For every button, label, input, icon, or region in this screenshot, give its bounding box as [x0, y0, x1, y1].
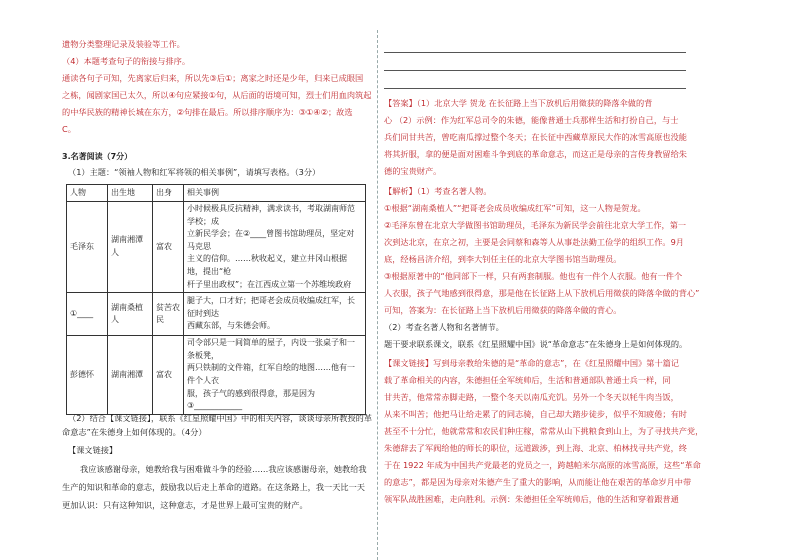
analysis-line: 【课文链接】写到母亲教给朱德的是“革命的意志”，在《红星照耀中国》第十篇记 — [384, 358, 680, 368]
link-line: 生产的知识和革命的意志，鼓励我以后走上革命的道路。在这条路上，我一天比一天 — [62, 482, 365, 492]
analysis-line: 次到达北京，在京之初，主要是会同蔡和森等人从事赴法勤工俭学的组织工作。9月 — [384, 237, 684, 247]
analysis-line: （2）考查名著人物和名著情节。 — [384, 322, 504, 332]
event-line: 立新民学会；在②____曾图书馆助理员，坚定对马克思 — [187, 229, 355, 251]
text-line: 之栋，闻剧家国已太久，所以④句应紧接①句，从后面的语境可知，烈士们用血肉筑起 — [62, 90, 372, 100]
analysis-line: 的意志”，都是因为母亲对朱德产生了重大的影响，从而能让他在艰苦的革命岁月中带 — [384, 477, 692, 487]
answer-blank-line — [384, 52, 686, 53]
answer-line: 将其折服，拿的便是面对困难斗争到底的革命意志，而这正是母亲的言传身教留给朱 — [384, 149, 687, 159]
text-line: （4）本题考查句子的衔接与排序。 — [62, 56, 191, 66]
link-line: 更加认识：只有这种知识，这种意志，才是世界上最可宝贵的财产。 — [62, 500, 308, 510]
cell-origin: 贫苦农民 — [153, 293, 184, 336]
question-1: （1）主题：“领袖人物和红军将领的相关事例”，请填写表格。（3分） — [68, 167, 321, 177]
event-line: 两只铁制的文件箱，红军自绘的地图……他有一件个人衣 — [187, 363, 355, 385]
analysis-line: 领军队战胜困难，走向胜利。示例：朱德担任全军统帅后，他的生活和穿着跟普通 — [384, 494, 679, 504]
events-table — [66, 184, 366, 415]
answer-blank-line — [384, 88, 686, 89]
question-2-line: （2）结合【课文链接】，联系《红星照耀中国》中的相关内容，谈谈母亲所教授的革 — [68, 413, 373, 423]
analysis-line: 于在 1922 年成为中国共产党最老的党员之一，跨越帕米尔高原的冰雪高原，这些“革命 — [384, 460, 701, 470]
analysis-line: ①根据“湖南桑植人”“把哥老会成员收编成红军”可知，这一人物是贺龙。 — [384, 203, 646, 213]
analysis-line: ②毛泽东曾在北京大学做图书馆助理员，毛泽东为新民学会前往北京大学工作，第一 — [384, 220, 687, 230]
analysis-line: 题干要求联系课文，联系《红星照耀中国》说“革命意志”在朱德身上是如何体现的。 — [384, 339, 688, 349]
analysis-line: 载了革命相关的内容，朱德担任全军统帅后，生活和普通部队普通士兵一样，同 — [384, 375, 671, 385]
event-line: 杆子里出政权”；在江西成立第一个苏维埃政府 — [187, 279, 352, 289]
answer-line: 心 （2）示例：作为红军总司令的朱德，能像普通士兵那样生活和打扮自己，与士 — [384, 115, 679, 125]
event-line: ③____________ — [187, 401, 243, 411]
text-line: 的中华民族的精神长城在东方，②句排在最后。所以排序顺序为：③①④②；故选 — [62, 107, 353, 117]
table-header-row — [67, 185, 366, 202]
analysis-line: 可知，答案为：在长征路上当下放机后用徵获的降落伞做的背心。 — [384, 305, 622, 315]
question-2-line: 命意志”在朱德身上如何体现的。（4分） — [62, 427, 207, 437]
answer-line: 兵们同甘共苦，曾吃南瓜撑过整个冬天；在长征中西藏草原民大作的冰雪高原也没能 — [384, 132, 687, 142]
cell-events — [184, 202, 366, 293]
text-line: C。 — [62, 124, 76, 134]
cell-events — [184, 336, 366, 415]
event-line: 西藏东部，与朱德会师。 — [187, 321, 275, 331]
text-line: 通读各句子可知，先离家后归来，所以先③后①；离家之时还是少年，归来已成眼国 — [62, 73, 364, 83]
cell-origin: 富农 — [153, 336, 184, 415]
left-column — [62, 0, 372, 560]
table-header-cell: 相关事例 — [184, 185, 366, 202]
answer-line: 【答案】（1）北京大学 贺龙 在长征路上当下放机后用徵获的降落伞做的背 — [384, 98, 653, 108]
answer-blank-line — [384, 70, 686, 71]
event-line: 司令部只是一间简单的屋子，内设一张桌子和一条板凳， — [187, 338, 355, 360]
text-line: 遗物分类整理记录及装验等工作。 — [62, 39, 185, 49]
analysis-line: 人衣服，孩子气地感到很得意，那是他在长征路上从下放机后用徵获的降落伞做的背心” — [384, 288, 700, 298]
section-title: 3.名著阅读（7分） — [62, 152, 133, 161]
cell-birthplace: 湖南湘潭人 — [108, 202, 153, 293]
column-divider — [377, 30, 378, 560]
analysis-line: 朱德辞去了军阀给他的师长的职位，远道跋涉，到上海、北京、柏林找寻共产党，终 — [384, 443, 687, 453]
link-line: 我应该感谢母亲，她教给我与困难做斗争的经验……我应该感谢母亲，她教给我 — [80, 464, 367, 474]
analysis-line: 底，经杨昌济介绍，到李大钊任主任的北京大学图书馆当助理员。 — [384, 254, 622, 264]
cell-birthplace: 湖南湘潭 — [108, 336, 153, 415]
event-line: 服，孩子气的感到很得意，那是因为 — [187, 388, 315, 398]
cell-events — [184, 293, 366, 336]
event-line: 腿子大，口才好；把哥老会成员收编成红军，长征时到达 — [187, 296, 355, 318]
table-row — [67, 336, 366, 415]
analysis-line: 【解析】（1）考查名著人物。 — [384, 186, 492, 196]
cell-person: 毛泽东 — [67, 202, 108, 293]
analysis-line: 甘共苦，他常常赤脚走路，一整个冬天以南瓜充饥。另外一个冬天以牦牛肉当饭， — [384, 392, 679, 402]
cell-person: ①____ — [67, 293, 108, 336]
answer-line: 德的宝贵财产。 — [384, 166, 442, 176]
table-header-cell: 出生地 — [108, 185, 153, 202]
link-label: 【课文链接】 — [68, 445, 118, 455]
table-header-cell: 人物 — [67, 185, 108, 202]
analysis-line: 甚至不十分忙，他就常常和农民们种庄稼，常常从山下挑粮食到山上，为了寻找共产党， — [384, 426, 704, 436]
cell-origin: 富农 — [153, 202, 184, 293]
table-header-cell: 出身 — [153, 185, 184, 202]
event-line: 小时候极具反抗精神，满求读书，考取湖南师范学校；成 — [187, 204, 355, 226]
analysis-line: ③根据原著中的“他同部下一样，只有两套制服。他也有一件个人衣服。他有一件个 — [384, 271, 683, 281]
table-row — [67, 202, 366, 293]
cell-birthplace: 湖南桑植人 — [108, 293, 153, 336]
analysis-line: 从来不叫苦；他把马让给走累了的同志骑，自己却大踏步徒步，似乎不知疲倦；有时 — [384, 409, 687, 419]
right-column — [384, 0, 704, 560]
cell-person: 彭德怀 — [67, 336, 108, 415]
event-line: 主义的信仰。……秋收起义，建立井冈山根据地，提出“枪 — [187, 254, 347, 276]
table-row — [67, 293, 366, 336]
